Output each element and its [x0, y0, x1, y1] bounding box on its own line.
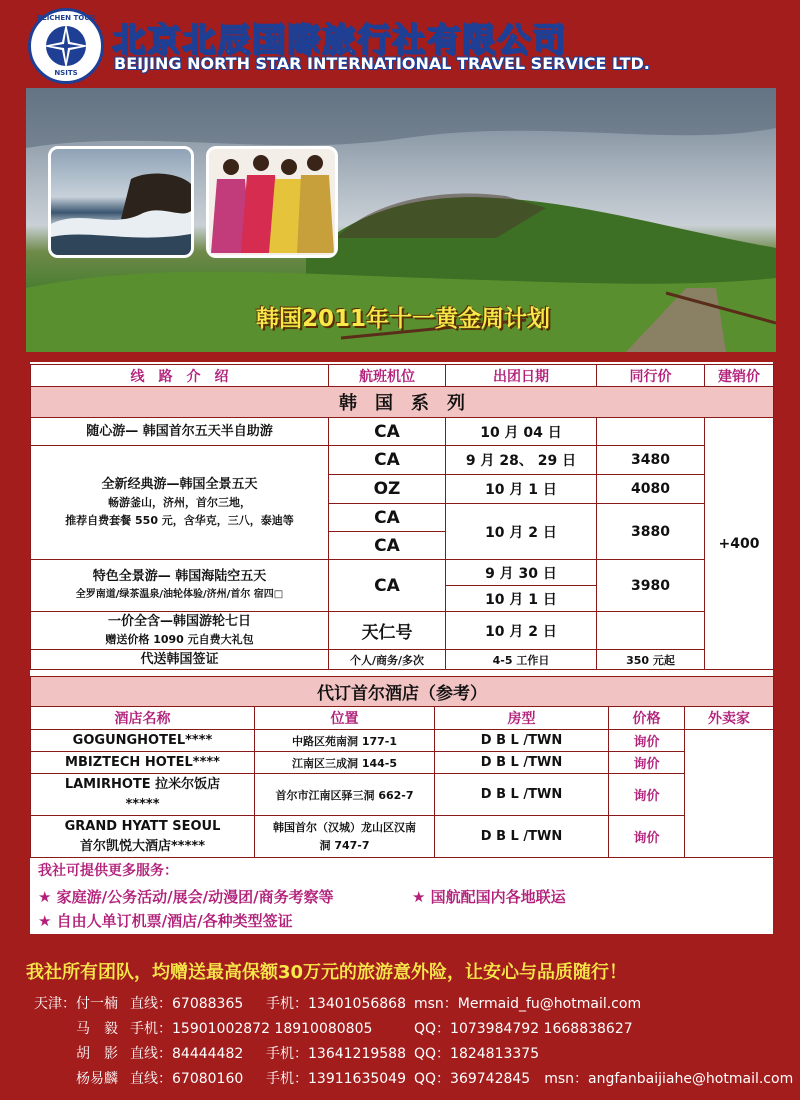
route-r4-sub: 赠送价格 1090 元自费大礼包 [105, 632, 254, 646]
logo-text-bottom: NSITS [54, 69, 78, 77]
logo-text-top: BEICHEN TOUR [36, 14, 96, 22]
flight-r1: CA [329, 418, 446, 446]
hotel-location: 中路区苑南洞 177-1 [255, 730, 435, 752]
contact-qq: QQ：1073984792 1668838627 [414, 1021, 633, 1037]
route-r2-line2: 畅游釜山，济州，首尔三地， [108, 495, 251, 509]
route-r5: 代送韩国签证 [31, 650, 329, 670]
services-line1b: ★ 国航配国内各地联运 [412, 888, 566, 906]
price-r3: 3980 [597, 560, 705, 612]
hotel-header-location: 位置 [255, 707, 435, 730]
route-r3 [31, 560, 329, 612]
header-trade-price: 同行价 [597, 365, 705, 387]
date-r2-b: 10 月 1 日 [446, 475, 597, 504]
hotel-table [30, 676, 774, 858]
banner-title-prefix: 韩国2011年 [256, 306, 390, 332]
route-r2 [31, 446, 329, 560]
price-r1 [597, 418, 705, 446]
table-row [31, 730, 774, 752]
contact-mobile: 手机：13911635049 [266, 1071, 406, 1087]
hanbok-women-illustration [209, 149, 335, 255]
table-row [31, 752, 774, 774]
hotel-price: 询价 [609, 752, 685, 774]
hotel-header-name: 酒店名称 [31, 707, 255, 730]
hotel-name-line2: 首尔凯悦大酒店***** [80, 838, 205, 854]
price-r2-c: 3880 [597, 504, 705, 560]
contact-qq-msn: QQ：369742845 msn：angfanbaijiahe@hotmail.com [414, 1071, 794, 1087]
hotel-room: D B L /TWN [435, 816, 609, 858]
tour-table [30, 364, 774, 670]
route-r2-line3: 推荐自费套餐 550 元，含华克，三八，泰迪等 [65, 513, 294, 527]
banner-title-highlight: 十一黄金周计划 [389, 306, 551, 332]
route-r3-sub: 全罗南道/绿茶温泉/油轮体验/济州/首尔 宿四□ [75, 588, 284, 600]
hotel-price: 询价 [609, 816, 685, 858]
services-line2: ★ 自由人单订机票/酒店/各种类型签证 [38, 912, 293, 930]
hotel-name [31, 816, 255, 858]
price-r2-a: 3480 [597, 446, 705, 475]
contact-name: 胡 影 [76, 1046, 118, 1062]
hotel-header-seller: 外卖家 [685, 707, 774, 730]
contact-phone: 直线：67088365 [130, 996, 244, 1012]
route-r2-title: 全新经典游—韩国全景五天 [101, 476, 258, 492]
contact-mobile: 手机：13401056868 [266, 996, 406, 1012]
route-r4-title: 一价全含—韩国游轮七日 [107, 613, 251, 629]
korea-series-band: 韩 国 系 列 [31, 387, 774, 418]
services-title: 我社可提供更多服务： [38, 863, 178, 879]
header-route: 线 路 介 绍 [31, 365, 329, 387]
contact-mobile: 手机：15901002872 18910080805 [130, 1021, 373, 1037]
company-logo [28, 8, 104, 84]
contact-name: 付一楠 [76, 996, 118, 1012]
date-r5: 4-5 工作日 [446, 650, 597, 670]
company-name-cn: 北京北辰国際旅行社有限公司 [112, 20, 567, 59]
hotel-room: D B L /TWN [435, 752, 609, 774]
price-r5: 350 元起 [597, 650, 705, 670]
hanbok-photo [206, 146, 338, 258]
flight-r4: 天仁号 [329, 612, 446, 650]
date-r4: 10 月 2 日 [446, 612, 597, 650]
markup-cell: +400 [705, 418, 774, 670]
hotel-room: D B L /TWN [435, 730, 609, 752]
hotel-name-line1: LAMIRHOTE 拉米尔饭店 [64, 776, 221, 792]
hotel-name-line1: GRAND HYATT SEOUL [64, 818, 221, 834]
date-r3-b: 10 月 1 日 [446, 586, 597, 612]
hotel-header-price: 价格 [609, 707, 685, 730]
header-suggested-price: 建销价 [705, 365, 774, 387]
flight-r2-a: CA [329, 446, 446, 475]
header-date: 出团日期 [446, 365, 597, 387]
hotel-room: D B L /TWN [435, 774, 609, 816]
flight-r5: 个人/商务/多次 [329, 650, 446, 670]
contact-phone: 直线：67080160 [130, 1071, 244, 1087]
hotel-name: GOGUNGHOTEL**** [31, 730, 255, 752]
contact-mobile: 手机：13641219588 [266, 1046, 406, 1062]
contact-phone: 直线：84444482 [130, 1046, 244, 1062]
hotel-name [31, 774, 255, 816]
table-row [31, 774, 774, 816]
table-row [31, 816, 774, 858]
hotel-seller-cell [685, 730, 774, 858]
services-line1a: ★ 家庭游/公务活动/展会/动漫团/商务考察等 [38, 888, 334, 906]
hotel-name: MBIZTECH HOTEL**** [31, 752, 255, 774]
main-panel [30, 362, 773, 934]
date-r1: 10 月 04 日 [446, 418, 597, 446]
sea-photo [48, 146, 194, 258]
price-r2-b: 4080 [597, 475, 705, 504]
route-r4 [31, 612, 329, 650]
date-r3-a: 9 月 30 日 [446, 560, 597, 586]
flight-r2-b: OZ [329, 475, 446, 504]
header-flight: 航班机位 [329, 365, 446, 387]
contact-qq: QQ：1824813375 [414, 1046, 540, 1062]
hotel-location [255, 816, 435, 858]
flight-r3: CA [329, 560, 446, 612]
company-name-en: BEIJING NORTH STAR INTERNATIONAL TRAVEL SERVICE LTD. [114, 54, 650, 73]
flight-r2-d: CA [329, 532, 446, 560]
date-r2-c: 10 月 2 日 [446, 504, 597, 560]
wave-rock-illustration [51, 149, 191, 255]
date-r2-a: 9 月 28、 29 日 [446, 446, 597, 475]
hotel-header-room: 房型 [435, 707, 609, 730]
contact-name: 杨易麟 [76, 1071, 118, 1087]
hotel-location-line2: 洞 747-7 [319, 838, 370, 852]
hotel-price: 询价 [609, 730, 685, 752]
hotel-location: 首尔市江南区驿三洞 662-7 [255, 774, 435, 816]
insurance-slogan: 我社所有团队，均赠送最高保额30万元的旅游意外险，让安心与品质随行！ [26, 962, 628, 983]
hotel-location-line1: 韩国首尔（汉城）龙山区汉南 [273, 820, 416, 834]
hotel-section-band: 代订首尔酒店（参考） [31, 677, 774, 707]
banner-title [256, 300, 550, 333]
route-r3-title: 特色全景游— 韩国海陆空五天 [92, 568, 267, 584]
flight-r2-c: CA [329, 504, 446, 532]
contact-msn: msn：Mermaid_fu@hotmail.com [414, 996, 642, 1012]
route-r1: 随心游— 韩国首尔五天半自助游 [31, 418, 329, 446]
contact-prefix: 天津： [34, 996, 76, 1012]
hotel-location: 江南区三成洞 144-5 [255, 752, 435, 774]
contact-name: 马 毅 [76, 1021, 118, 1037]
price-r4 [597, 612, 705, 650]
hotel-name-line2: ***** [125, 796, 160, 812]
hotel-price: 询价 [609, 774, 685, 816]
